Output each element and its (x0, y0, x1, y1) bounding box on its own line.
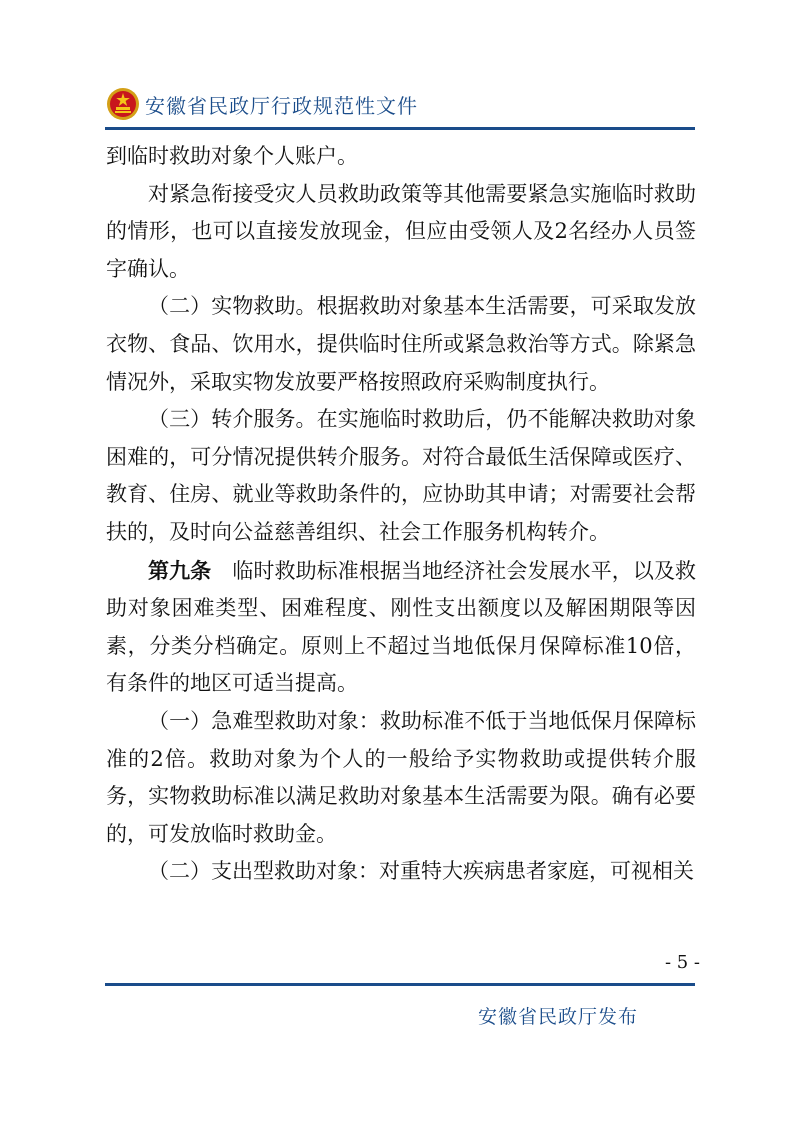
publisher-label: 安徽省民政厅发布 (478, 1006, 639, 1028)
article-nine (106, 552, 696, 703)
paragraph: （一）急难型救助对象：救助标准不低于当地低保月保障标准的2倍。救助对象为个人的一般给予实物救助或提供转介服务，实物救助标准以满足救助对象基本生活需要为限。确有必要的，可发放临时救助金。 (106, 708, 696, 846)
paragraph: （二）实物救助。根据救助对象基本生活需要，可采取发放衣物、食品、饮用水，提供临时住所或紧急救治等方式。除紧急情况外，采取实物发放要严格按照政府采购制度执行。 (106, 294, 696, 394)
article-text: 临时救助标准根据当地经济社会发展水平，以及救助对象困难类型、困难程度、刚性支出额度以及解困期限等因素，分类分档确定。原则上不超过当地低保月保障标准10倍，有条件的地区可适当提高。 (106, 558, 697, 696)
header-title: 安徽省民政厅行政规范性文件 (145, 94, 418, 118)
paragraph: （三）转介服务。在实施临时救助后，仍不能解决救助对象困难的，可分情况提供转介服务。对符合最低生活保障或医疗、教育、住房、就业等救助条件的，应协助其申请；对需要社会帮扶的，及时向公益慈善组织、社会工作服务机构转介。 (106, 407, 696, 544)
article-label: 第九条 (148, 557, 212, 583)
footer-divider (105, 983, 695, 986)
national-emblem-icon (105, 86, 141, 122)
paragraph: 到临时救助对象个人账户。 (106, 144, 358, 168)
header-divider (105, 127, 695, 130)
paragraph: （二）支出型救助对象：对重特大疾病患者家庭，可视相关 (148, 859, 694, 884)
document-body (106, 138, 696, 891)
document-header (105, 86, 695, 126)
page-number: - 5 - (664, 952, 700, 973)
paragraph: 对紧急衔接受灾人员救助政策等其他需要紧急实施临时救助的情形，也可以直接发放现金，但应由受领人及2名经办人员签字确认。 (106, 181, 696, 281)
